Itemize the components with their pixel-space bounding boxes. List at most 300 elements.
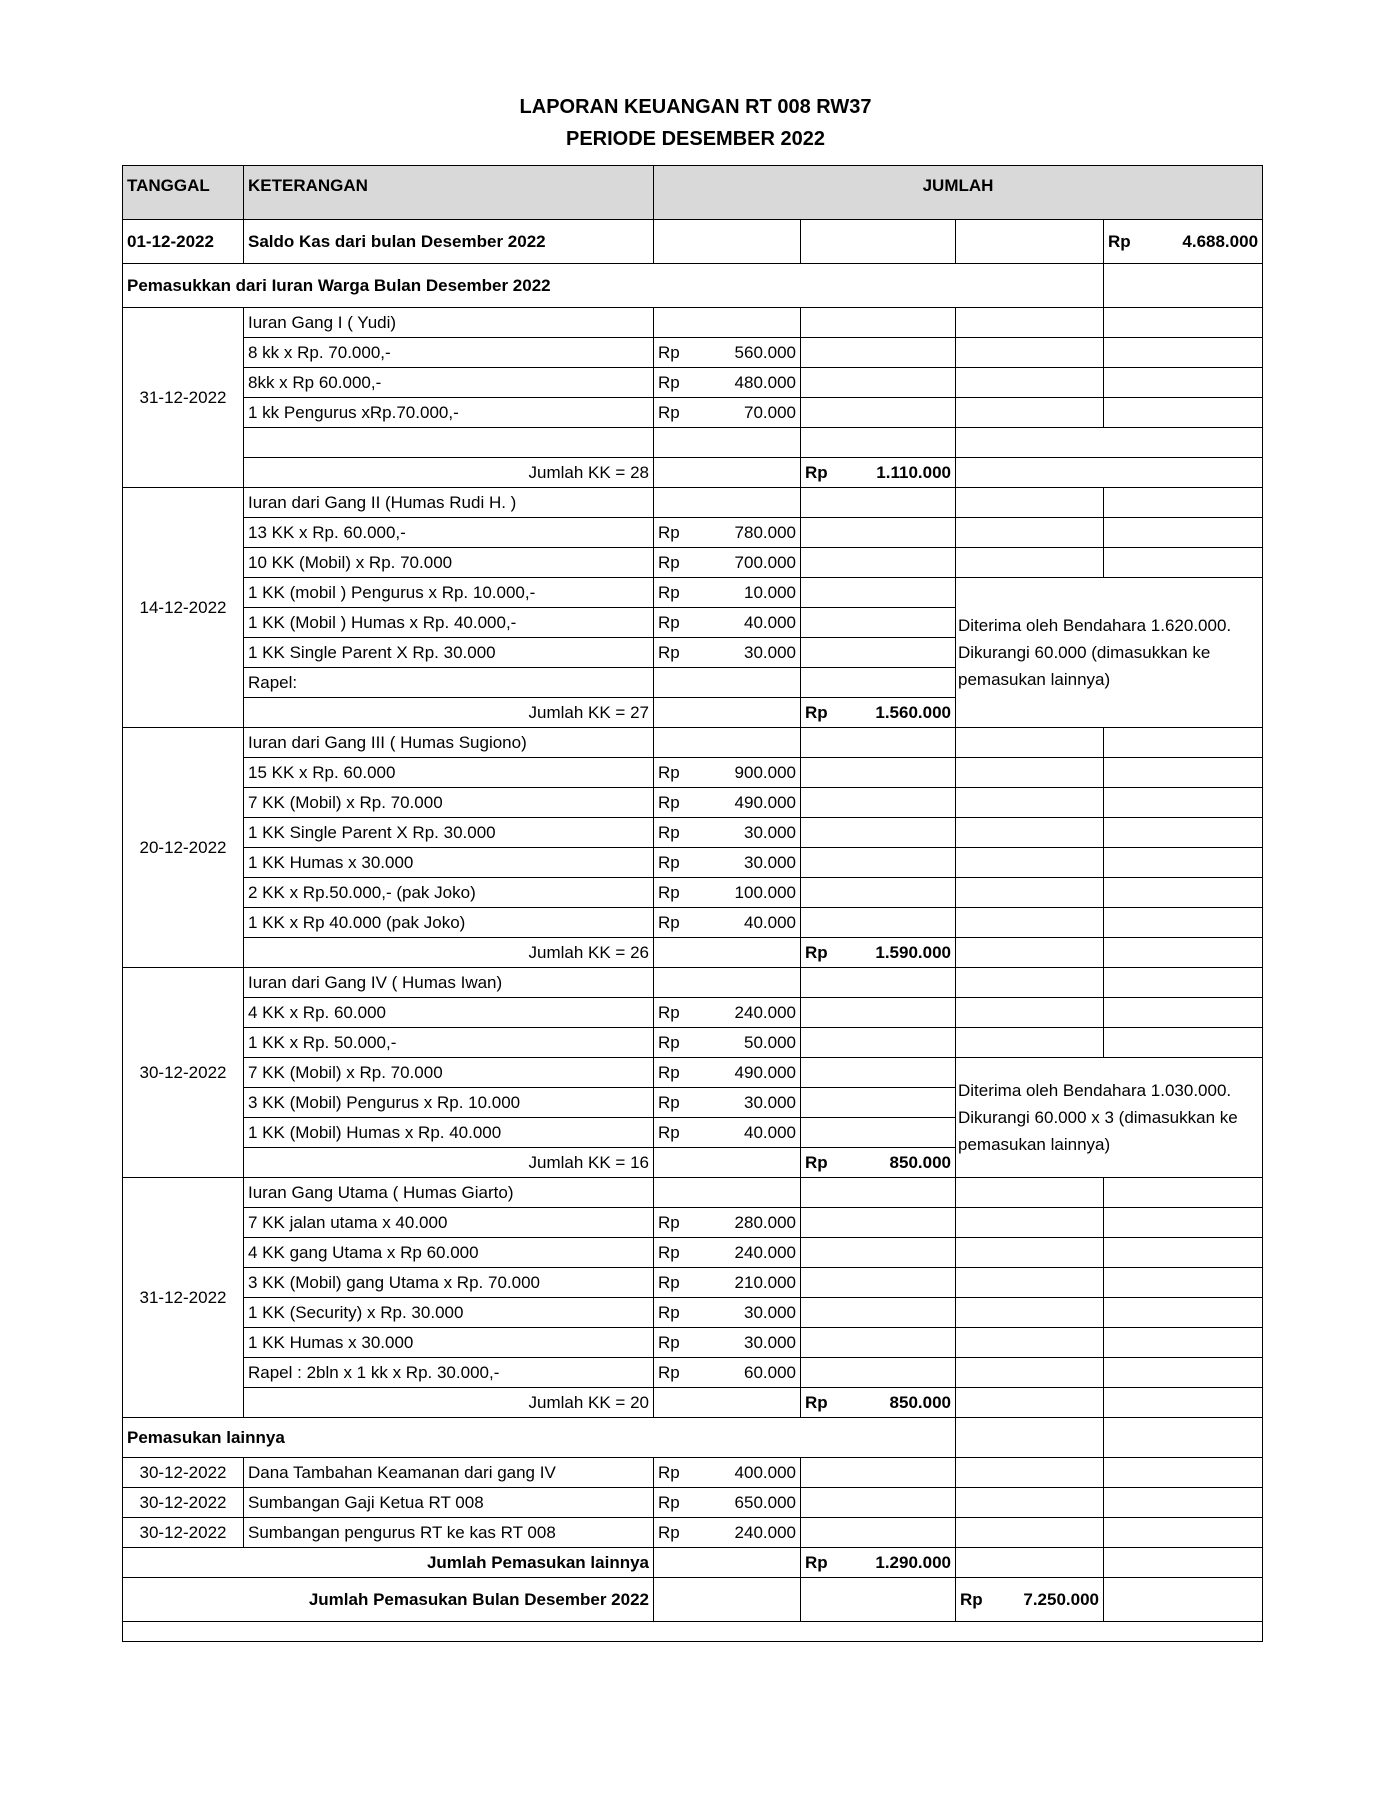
amount-value: 1.110.000 xyxy=(876,462,951,482)
item-desc: Iuran dari Gang IV ( Humas Iwan) xyxy=(244,968,654,998)
item-amount xyxy=(654,1518,801,1548)
empty-cell xyxy=(1104,908,1263,938)
empty-cell xyxy=(801,1208,956,1238)
empty-cell xyxy=(1104,308,1263,338)
item-desc: 1 KK x Rp 40.000 (pak Joko) xyxy=(244,908,654,938)
empty-cell xyxy=(956,848,1104,878)
empty-cell xyxy=(956,488,1104,518)
currency-label: Rp xyxy=(805,462,828,482)
header-desc: KETERANGAN xyxy=(244,166,654,220)
item-desc: Iuran Gang Utama ( Humas Giarto) xyxy=(244,1178,654,1208)
currency-label: Rp xyxy=(805,942,828,962)
item-desc: Rapel : 2bln x 1 kk x Rp. 30.000,- xyxy=(244,1358,654,1388)
item-amount xyxy=(654,1358,801,1388)
amount-value: 650.000 xyxy=(734,1492,796,1512)
amount-value: 900.000 xyxy=(734,762,796,782)
amount-value: 30.000 xyxy=(744,852,796,872)
currency-label: Rp xyxy=(658,342,680,362)
empty-cell xyxy=(956,1358,1104,1388)
empty-cell xyxy=(956,968,1104,998)
group-total-amount xyxy=(801,1388,956,1418)
empty-cell xyxy=(654,1148,801,1178)
item-desc: 15 KK x Rp. 60.000 xyxy=(244,758,654,788)
empty-cell xyxy=(801,848,956,878)
table-row xyxy=(123,728,1263,758)
currency-label: Rp xyxy=(658,1032,680,1052)
empty-cell xyxy=(801,1458,956,1488)
empty-cell xyxy=(654,968,801,998)
empty-cell xyxy=(654,220,801,264)
group-total-amount xyxy=(801,698,956,728)
amount-value: 1.590.000 xyxy=(875,942,951,962)
empty-cell xyxy=(801,488,956,518)
item-desc: 7 KK (Mobil) x Rp. 70.000 xyxy=(244,1058,654,1088)
currency-label: Rp xyxy=(658,912,680,932)
empty-cell xyxy=(956,1208,1104,1238)
empty-cell xyxy=(801,1118,956,1148)
empty-cell xyxy=(654,698,801,728)
amount-value: 210.000 xyxy=(734,1272,796,1292)
currency-label: Rp xyxy=(805,1552,828,1572)
empty-cell xyxy=(801,578,956,608)
empty-cell xyxy=(801,1518,956,1548)
currency-label: Rp xyxy=(658,1332,680,1352)
empty-cell xyxy=(801,788,956,818)
group-total-label: Jumlah KK = 27 xyxy=(244,698,654,728)
item-amount xyxy=(654,788,801,818)
empty-cell xyxy=(1104,1178,1263,1208)
item-amount xyxy=(654,608,801,638)
table-row xyxy=(123,1298,1263,1328)
item-amount xyxy=(654,908,801,938)
empty-cell xyxy=(654,1388,801,1418)
item-desc: Sumbangan Gaji Ketua RT 008 xyxy=(244,1488,654,1518)
item-amount xyxy=(654,338,801,368)
item-desc xyxy=(244,428,654,458)
currency-label: Rp xyxy=(658,1122,680,1142)
item-amount xyxy=(654,1208,801,1238)
amount-value: 4.688.000 xyxy=(1182,231,1259,251)
group-date: 30-12-2022 xyxy=(123,968,244,1178)
empty-cell xyxy=(801,308,956,338)
amount-value: 560.000 xyxy=(734,342,796,362)
item-amount xyxy=(654,368,801,398)
empty-cell xyxy=(956,728,1104,758)
item-amount xyxy=(654,1058,801,1088)
empty-cell xyxy=(956,998,1104,1028)
currency-label: Rp xyxy=(658,882,680,902)
item-amount xyxy=(654,1088,801,1118)
amount-value: 30.000 xyxy=(744,642,796,662)
empty-cell xyxy=(1104,1548,1263,1578)
item-desc: 3 KK (Mobil) gang Utama x Rp. 70.000 xyxy=(244,1268,654,1298)
empty-cell xyxy=(123,1622,1263,1642)
amount-value: 30.000 xyxy=(744,1092,796,1112)
empty-cell xyxy=(1104,818,1263,848)
currency-label: Rp xyxy=(1108,231,1131,251)
empty-cell xyxy=(654,1578,801,1622)
grand-total-amount xyxy=(956,1578,1104,1622)
empty-cell xyxy=(1104,488,1263,518)
item-amount xyxy=(654,1238,801,1268)
currency-label: Rp xyxy=(658,1212,680,1232)
empty-cell xyxy=(801,1358,956,1388)
empty-cell xyxy=(956,818,1104,848)
item-desc: 7 KK (Mobil) x Rp. 70.000 xyxy=(244,788,654,818)
table-row xyxy=(123,308,1263,338)
empty-cell xyxy=(1104,788,1263,818)
empty-cell xyxy=(1104,1028,1263,1058)
item-desc: 1 KK Single Parent X Rp. 30.000 xyxy=(244,818,654,848)
amount-value: 480.000 xyxy=(734,372,796,392)
opening-date: 01-12-2022 xyxy=(123,220,244,264)
group-total-row xyxy=(123,938,1263,968)
empty-cell xyxy=(654,1548,801,1578)
item-desc: 4 KK x Rp. 60.000 xyxy=(244,998,654,1028)
amount-value: 70.000 xyxy=(744,402,796,422)
item-desc: 1 KK Humas x 30.000 xyxy=(244,848,654,878)
amount-value: 400.000 xyxy=(734,1462,796,1482)
item-amount xyxy=(654,998,801,1028)
empty-cell xyxy=(801,1578,956,1622)
empty-cell xyxy=(1104,398,1263,428)
empty-cell xyxy=(654,428,801,458)
empty-cell xyxy=(1104,1578,1263,1622)
empty-cell xyxy=(801,728,956,758)
table-row xyxy=(123,368,1263,398)
group-total-label: Jumlah KK = 26 xyxy=(244,938,654,968)
empty-cell xyxy=(956,428,1263,458)
empty-cell xyxy=(956,458,1263,488)
empty-cell xyxy=(956,788,1104,818)
empty-cell xyxy=(801,758,956,788)
empty-cell xyxy=(801,1328,956,1358)
empty-cell xyxy=(654,458,801,488)
item-desc: Iuran Gang I ( Yudi) xyxy=(244,308,654,338)
item-desc: 7 KK jalan utama x 40.000 xyxy=(244,1208,654,1238)
empty-cell xyxy=(1104,1458,1263,1488)
opening-amount xyxy=(1104,220,1263,264)
table-row xyxy=(123,548,1263,578)
empty-cell xyxy=(801,1268,956,1298)
header-date: TANGGAL xyxy=(123,166,244,220)
item-desc: 3 KK (Mobil) Pengurus x Rp. 10.000 xyxy=(244,1088,654,1118)
table-row xyxy=(123,1518,1263,1548)
empty-cell xyxy=(956,398,1104,428)
currency-label: Rp xyxy=(658,1242,680,1262)
amount-value: 1.560.000 xyxy=(875,702,951,722)
item-amount xyxy=(654,758,801,788)
currency-label: Rp xyxy=(658,522,680,542)
empty-cell xyxy=(1104,518,1263,548)
group-date: 31-12-2022 xyxy=(123,308,244,488)
empty-cell xyxy=(956,518,1104,548)
table-row xyxy=(123,1458,1263,1488)
empty-cell xyxy=(956,548,1104,578)
group-total-amount xyxy=(801,458,956,488)
table-row xyxy=(123,878,1263,908)
item-desc: 1 KK (Security) x Rp. 30.000 xyxy=(244,1298,654,1328)
table-row xyxy=(123,338,1263,368)
empty-cell xyxy=(956,338,1104,368)
empty-cell xyxy=(956,1418,1104,1458)
amount-value: 780.000 xyxy=(734,522,796,542)
table-row xyxy=(123,1358,1263,1388)
empty-cell xyxy=(1104,728,1263,758)
group-date: 14-12-2022 xyxy=(123,488,244,728)
empty-cell xyxy=(801,398,956,428)
empty-cell xyxy=(956,878,1104,908)
currency-label: Rp xyxy=(658,402,680,422)
empty-cell xyxy=(956,908,1104,938)
empty-cell xyxy=(801,908,956,938)
group-total-amount xyxy=(801,1148,956,1178)
amount-value: 30.000 xyxy=(744,1302,796,1322)
empty-cell xyxy=(956,1028,1104,1058)
amount-value: 850.000 xyxy=(889,1152,951,1172)
table-row xyxy=(123,428,1263,458)
amount-value: 40.000 xyxy=(744,1122,796,1142)
currency-label: Rp xyxy=(658,1272,680,1292)
item-amount xyxy=(654,1268,801,1298)
item-desc: Dana Tambahan Keamanan dari gang IV xyxy=(244,1458,654,1488)
currency-label: Rp xyxy=(658,1302,680,1322)
item-date: 30-12-2022 xyxy=(123,1458,244,1488)
group-total-row xyxy=(123,458,1263,488)
empty-cell xyxy=(654,488,801,518)
group-note: Diterima oleh Bendahara 1.620.000. Dikurangi 60.000 (dimasukkan ke pemasukan lainnya) xyxy=(956,578,1263,728)
table-row xyxy=(123,968,1263,998)
group-total-label: Jumlah KK = 16 xyxy=(244,1148,654,1178)
empty-cell xyxy=(956,1178,1104,1208)
item-amount xyxy=(654,578,801,608)
item-desc: 1 kk Pengurus xRp.70.000,- xyxy=(244,398,654,428)
income-section-title: Pemasukkan dari Iuran Warga Bulan Desember 2022 xyxy=(123,264,1104,308)
empty-cell xyxy=(956,1458,1104,1488)
amount-value: 100.000 xyxy=(734,882,796,902)
empty-cell xyxy=(801,1238,956,1268)
group-total-row xyxy=(123,1388,1263,1418)
empty-cell xyxy=(801,548,956,578)
item-desc: 2 KK x Rp.50.000,- (pak Joko) xyxy=(244,878,654,908)
amount-value: 50.000 xyxy=(744,1032,796,1052)
other-income-total-row xyxy=(123,1548,1263,1578)
amount-value: 60.000 xyxy=(744,1362,796,1382)
amount-value: 700.000 xyxy=(734,552,796,572)
empty-cell xyxy=(801,518,956,548)
amount-value: 10.000 xyxy=(744,582,796,602)
empty-cell xyxy=(1104,848,1263,878)
empty-cell xyxy=(956,1488,1104,1518)
item-desc: 8 kk x Rp. 70.000,- xyxy=(244,338,654,368)
item-desc: 8kk x Rp 60.000,- xyxy=(244,368,654,398)
table-row xyxy=(123,1488,1263,1518)
group-total-amount xyxy=(801,938,956,968)
empty-cell xyxy=(956,308,1104,338)
item-desc: Iuran dari Gang II (Humas Rudi H. ) xyxy=(244,488,654,518)
currency-label: Rp xyxy=(805,1392,828,1412)
item-amount xyxy=(654,638,801,668)
empty-cell xyxy=(1104,938,1263,968)
amount-value: 280.000 xyxy=(734,1212,796,1232)
empty-cell xyxy=(801,1088,956,1118)
amount-value: 240.000 xyxy=(734,1242,796,1262)
empty-cell xyxy=(1104,878,1263,908)
currency-label: Rp xyxy=(658,1002,680,1022)
item-desc: Rapel: xyxy=(244,668,654,698)
amount-value: 850.000 xyxy=(889,1392,951,1412)
group-date: 31-12-2022 xyxy=(123,1178,244,1418)
currency-label: Rp xyxy=(658,762,680,782)
empty-cell xyxy=(801,1028,956,1058)
empty-cell xyxy=(654,728,801,758)
item-desc: 4 KK gang Utama x Rp 60.000 xyxy=(244,1238,654,1268)
amount-value: 30.000 xyxy=(744,822,796,842)
empty-cell xyxy=(1104,1418,1263,1458)
currency-label: Rp xyxy=(658,372,680,392)
amount-value: 7.250.000 xyxy=(1023,1589,1099,1609)
item-amount xyxy=(654,518,801,548)
empty-cell xyxy=(801,1058,956,1088)
table-row xyxy=(123,848,1263,878)
amount-value: 490.000 xyxy=(734,792,796,812)
empty-cell xyxy=(801,338,956,368)
table-row xyxy=(123,518,1263,548)
empty-cell xyxy=(801,1298,956,1328)
other-income-total-amount xyxy=(801,1548,956,1578)
empty-cell xyxy=(1104,968,1263,998)
amount-value: 30.000 xyxy=(744,1332,796,1352)
empty-cell xyxy=(801,1488,956,1518)
income-section-row xyxy=(123,264,1263,308)
table-row xyxy=(123,1058,1263,1088)
empty-cell xyxy=(1104,1328,1263,1358)
item-amount xyxy=(654,1328,801,1358)
item-date: 30-12-2022 xyxy=(123,1518,244,1548)
amount-value: 240.000 xyxy=(734,1002,796,1022)
currency-label: Rp xyxy=(658,1462,680,1482)
grand-total-row xyxy=(123,1578,1263,1622)
report-period: PERIODE DESEMBER 2022 xyxy=(566,128,825,150)
empty-cell xyxy=(956,368,1104,398)
item-amount xyxy=(654,1458,801,1488)
table-row xyxy=(123,788,1263,818)
empty-cell xyxy=(654,1178,801,1208)
item-amount xyxy=(654,1028,801,1058)
item-desc: 1 KK x Rp. 50.000,- xyxy=(244,1028,654,1058)
table-row xyxy=(123,1328,1263,1358)
currency-label: Rp xyxy=(658,1092,680,1112)
opening-desc: Saldo Kas dari bulan Desember 2022 xyxy=(244,220,654,264)
table-row xyxy=(123,1208,1263,1238)
empty-cell xyxy=(956,1548,1104,1578)
empty-cell xyxy=(801,428,956,458)
currency-label: Rp xyxy=(658,642,680,662)
empty-cell xyxy=(956,758,1104,788)
empty-cell xyxy=(801,818,956,848)
empty-cell xyxy=(956,938,1104,968)
item-desc: 1 KK Humas x 30.000 xyxy=(244,1328,654,1358)
other-income-section-row xyxy=(123,1418,1263,1458)
table-row xyxy=(123,998,1263,1028)
empty-cell xyxy=(956,1388,1104,1418)
report-title: LAPORAN KEUANGAN RT 008 RW37 xyxy=(519,96,872,118)
table-row xyxy=(123,818,1263,848)
item-amount xyxy=(654,818,801,848)
item-amount xyxy=(654,848,801,878)
empty-cell xyxy=(1104,264,1263,308)
currency-label: Rp xyxy=(658,792,680,812)
empty-cell xyxy=(956,1298,1104,1328)
currency-label: Rp xyxy=(805,1152,828,1172)
empty-cell xyxy=(1104,998,1263,1028)
amount-value: 1.290.000 xyxy=(875,1552,951,1572)
item-amount xyxy=(654,398,801,428)
empty-cell xyxy=(956,1268,1104,1298)
blank-row xyxy=(123,1622,1263,1642)
currency-label: Rp xyxy=(658,1522,680,1542)
empty-cell xyxy=(1104,338,1263,368)
empty-cell xyxy=(801,368,956,398)
table-row xyxy=(123,578,1263,608)
currency-label: Rp xyxy=(658,612,680,632)
empty-cell xyxy=(956,1238,1104,1268)
empty-cell xyxy=(1104,1518,1263,1548)
item-amount xyxy=(654,548,801,578)
item-amount xyxy=(654,1488,801,1518)
amount-value: 490.000 xyxy=(734,1062,796,1082)
currency-label: Rp xyxy=(805,702,828,722)
currency-label: Rp xyxy=(658,1492,680,1512)
amount-value: 40.000 xyxy=(744,912,796,932)
currency-label: Rp xyxy=(658,852,680,872)
empty-cell xyxy=(1104,1358,1263,1388)
empty-cell xyxy=(1104,1268,1263,1298)
empty-cell xyxy=(654,668,801,698)
amount-value: 240.000 xyxy=(734,1522,796,1542)
grand-total-label: Jumlah Pemasukan Bulan Desember 2022 xyxy=(123,1578,654,1622)
item-desc: 13 KK x Rp. 60.000,- xyxy=(244,518,654,548)
table-row xyxy=(123,1238,1263,1268)
empty-cell xyxy=(654,308,801,338)
empty-cell xyxy=(956,1518,1104,1548)
item-amount xyxy=(654,878,801,908)
empty-cell xyxy=(956,220,1104,264)
empty-cell xyxy=(1104,1238,1263,1268)
currency-label: Rp xyxy=(658,1362,680,1382)
group-date: 20-12-2022 xyxy=(123,728,244,968)
empty-cell xyxy=(1104,548,1263,578)
table-row xyxy=(123,1178,1263,1208)
item-date: 30-12-2022 xyxy=(123,1488,244,1518)
table-row xyxy=(123,398,1263,428)
empty-cell xyxy=(1104,368,1263,398)
empty-cell xyxy=(801,878,956,908)
empty-cell xyxy=(801,668,956,698)
header-amount: JUMLAH xyxy=(654,166,1263,220)
group-note: Diterima oleh Bendahara 1.030.000. Dikurangi 60.000 x 3 (dimasukkan ke pemasukan lainnya) xyxy=(956,1058,1263,1178)
currency-label: Rp xyxy=(658,552,680,572)
empty-cell xyxy=(1104,1208,1263,1238)
item-desc: Sumbangan pengurus RT ke kas RT 008 xyxy=(244,1518,654,1548)
item-desc: 1 KK (Mobil ) Humas x Rp. 40.000,- xyxy=(244,608,654,638)
other-income-total-label: Jumlah Pemasukan lainnya xyxy=(123,1548,654,1578)
empty-cell xyxy=(1104,1388,1263,1418)
empty-cell xyxy=(801,608,956,638)
currency-label: Rp xyxy=(658,822,680,842)
empty-cell xyxy=(1104,758,1263,788)
currency-label: Rp xyxy=(658,1062,680,1082)
